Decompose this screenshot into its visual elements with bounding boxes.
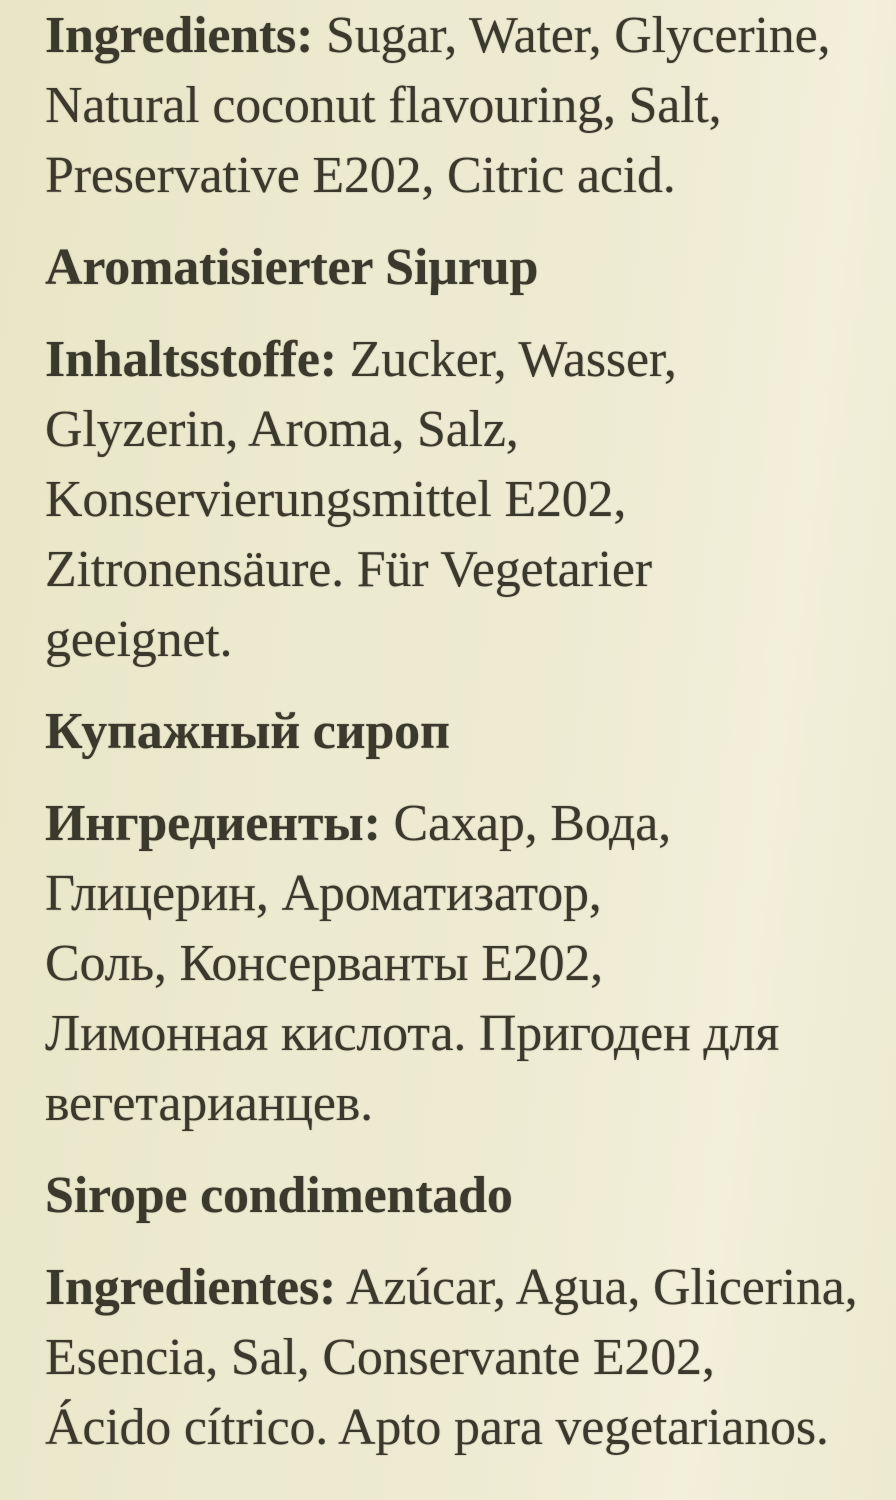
paragraph-ingredients-es xyxy=(45,1253,872,1463)
text-line: Zitronensäure. Für Vegetarier xyxy=(45,541,652,598)
text-line xyxy=(45,1253,872,1323)
text-line: Esencia, Sal, Conservante E202, xyxy=(45,1329,715,1386)
text-line xyxy=(45,789,872,859)
line-text: Сахар, Вода, xyxy=(380,795,671,852)
line-text: Sugar, Water, Glycerine, xyxy=(313,7,831,64)
line-text: Azúcar, Agua, Glicerina, xyxy=(336,1259,858,1316)
lead-word-de: Inhaltsstoffe: xyxy=(45,331,337,388)
product-name-de: Aromatisierter Siµrup xyxy=(45,239,539,296)
text-line: Konservierungsmittel E202, xyxy=(45,471,627,528)
paragraph-ingredients-en xyxy=(45,1,872,211)
text-line: Соль, Консерванты Е202, xyxy=(45,935,603,992)
text-line: Natural coconut flavouring, Salt, xyxy=(45,77,722,134)
text-line: Ácido cítrico. Apto para vegetarianos. xyxy=(45,1399,829,1456)
text-line: Глицерин, Ароматизатор, xyxy=(45,865,602,922)
text-line xyxy=(45,325,872,395)
text-line: geeignet. xyxy=(45,611,233,668)
paragraph-ingredients-de xyxy=(45,325,872,675)
text-line: Glyzerin, Aroma, Salz, xyxy=(45,401,519,458)
lead-word-en: Ingredients: xyxy=(45,7,314,64)
line-text: Zucker, Wasser, xyxy=(336,331,677,388)
product-name-ru: Купажный сироп xyxy=(45,703,450,760)
text-line: Preservative E202, Citric acid. xyxy=(45,147,676,204)
text-line: вегетарианцев. xyxy=(45,1075,373,1132)
lead-word-es: Ingredientes: xyxy=(45,1259,337,1316)
lead-word-ru: Ингредиенты: xyxy=(45,795,381,852)
text-line xyxy=(45,1,872,71)
paragraph-ingredients-ru xyxy=(45,789,872,1139)
text-line: Лимонная кислота. Пригоден для xyxy=(45,1005,780,1062)
product-name-es: Sirope condimentado xyxy=(45,1167,513,1224)
